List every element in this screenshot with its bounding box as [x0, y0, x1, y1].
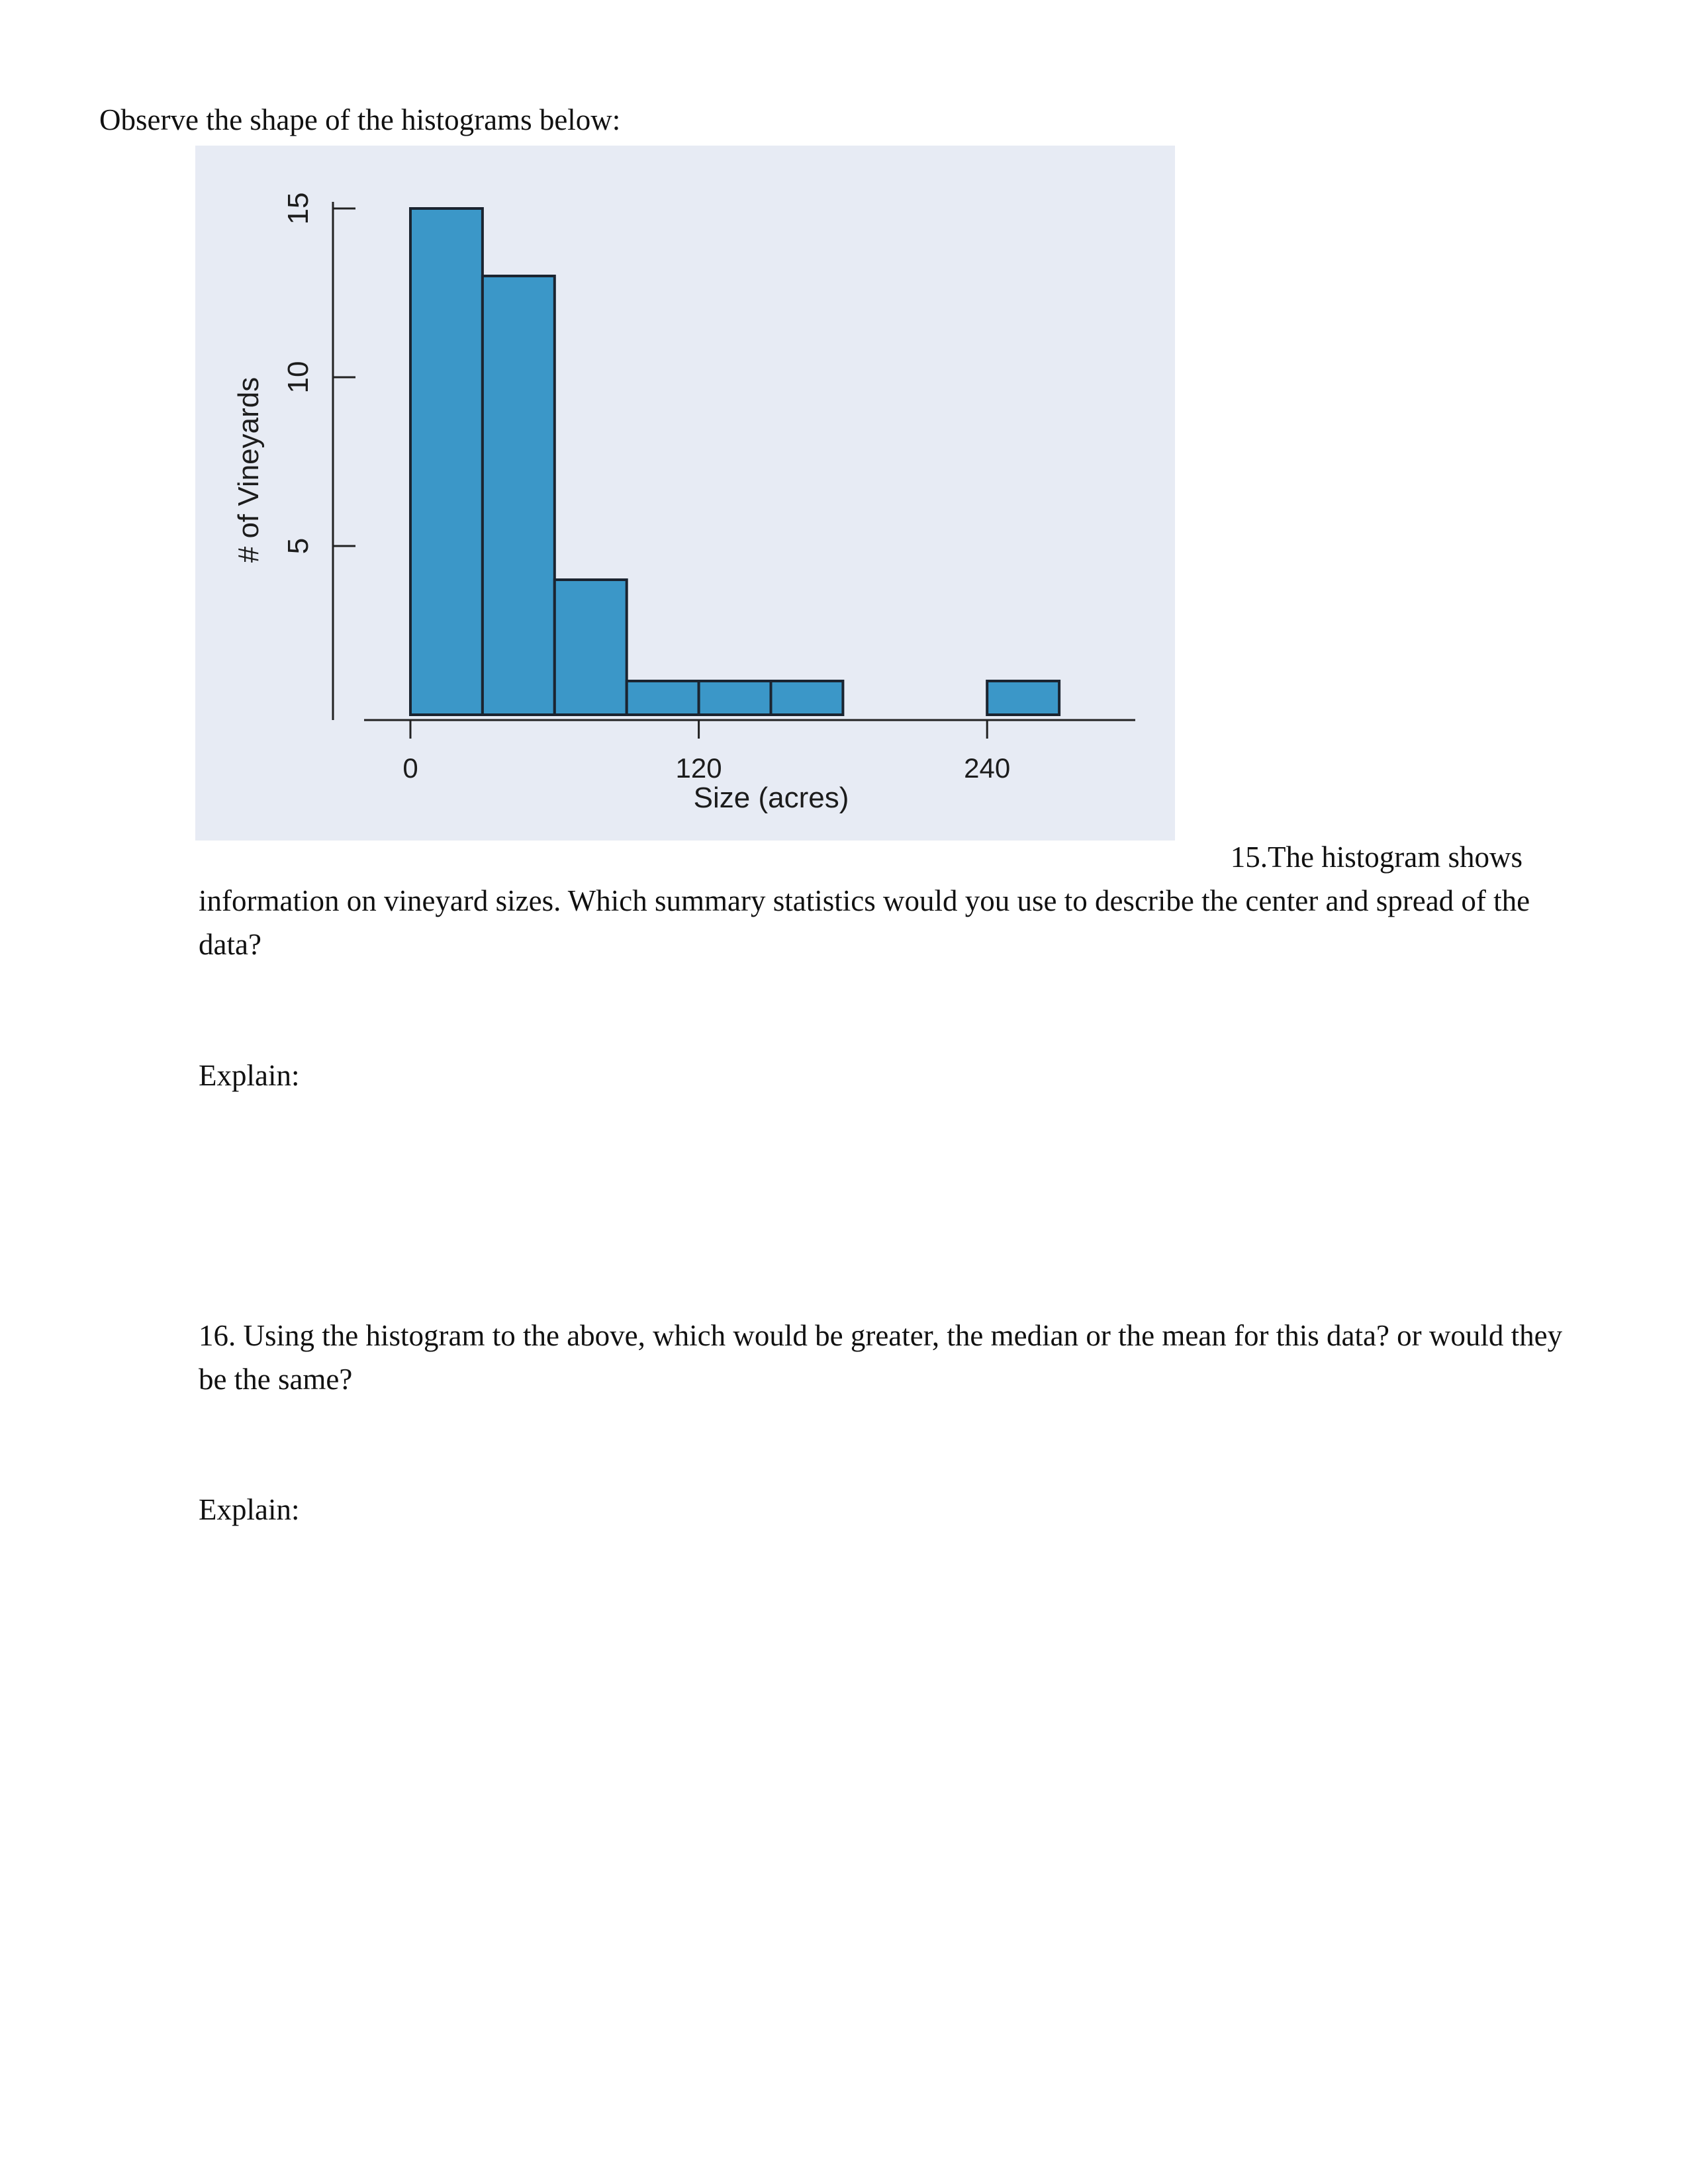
histogram-bar-30-60 — [483, 276, 555, 715]
histogram-figure — [195, 146, 1175, 841]
histogram-bar-150-180 — [771, 681, 843, 715]
y-tick-label-10: 10 — [282, 361, 314, 394]
question-15-lead: 15.The histogram shows — [1230, 841, 1523, 874]
question-15-text: information on vineyard sizes. Which summary statistics would you use to describe the center and spread of the data? — [199, 884, 1530, 961]
histogram-bar-240-270 — [987, 681, 1059, 715]
x-tick-label-240: 240 — [964, 752, 1011, 784]
y-tick-label-15: 15 — [282, 192, 314, 225]
question-15-explain-label: Explain: — [199, 1059, 300, 1092]
x-axis-label: Size (acres) — [693, 782, 849, 814]
question-16-text: 16. Using the histogram to the above, which would be greater, the median or the mean for this data? or would they be the same? — [199, 1319, 1563, 1396]
histogram-bar-0-30 — [410, 208, 483, 715]
intro-text: Observe the shape of the histograms below: — [99, 103, 621, 136]
histogram-bar-60-90 — [555, 580, 627, 715]
y-tick-label-5: 5 — [282, 537, 314, 555]
question-16-explain-label: Explain: — [199, 1493, 300, 1526]
figure-background — [195, 146, 1175, 841]
x-tick-label-0: 0 — [402, 752, 418, 784]
x-tick-label-120: 120 — [675, 752, 722, 784]
y-axis-label: # of Vineyards — [232, 377, 265, 563]
histogram-bar-90-120 — [627, 681, 699, 715]
histogram-bar-120-150 — [699, 681, 771, 715]
